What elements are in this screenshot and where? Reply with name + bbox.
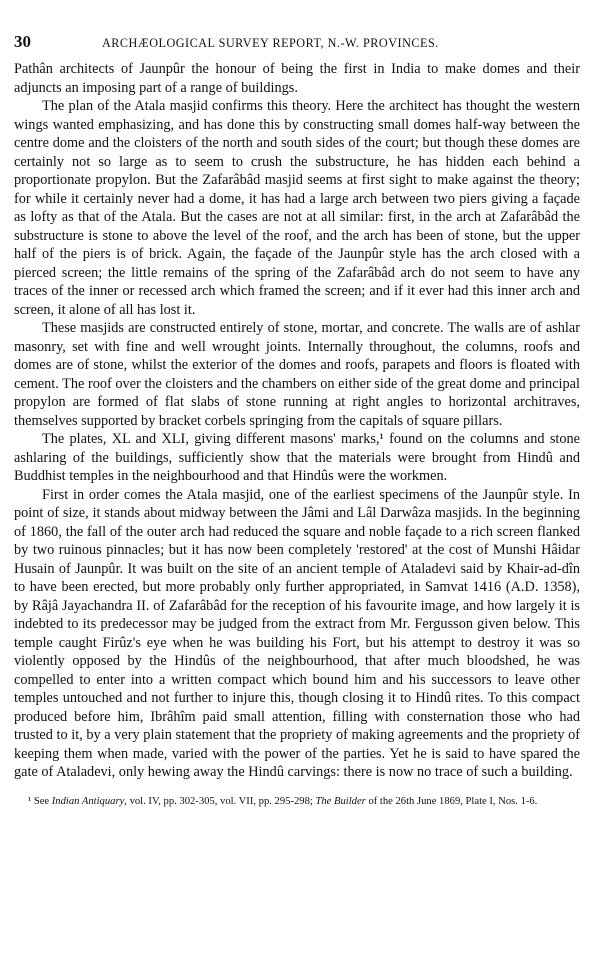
page-number: 30 bbox=[14, 32, 31, 51]
footnote-source-the-builder: The Builder bbox=[315, 795, 366, 807]
body-text bbox=[14, 60, 580, 782]
running-head bbox=[14, 26, 580, 51]
paragraph-2: The plan of the Atala masjid confirms this theory. Here the architect has thought the western wings wanted emphasizing, and has done this by constructing small domes half-way between the centre dome and the cloisters of the north and south sides of the court; but though these domes are certainly not so large as to seem to crush the substructure, he has hidden each behind a proportionate propylon. But the Zafarâbâd masjid seems at first sight to make against the theory; for while it certainly never had a dome, it has had a large arch between two piers giving a façade as lofty as that of the Atala. But the cases are not at all similar: first, in the arch at Zafarâbâd the substructure is stone to above the level of the roof, and the arch has been of stone, but the upper half of the piers is of brick. Again, the façade of the Jaunpûr style has the arch closed with a pierced screen; the little remains of the spring of the Zafarâbâd arch do not seem to have any traces of the inner or recessed arch which framed the screen; and if it ever had this inner arch and screen, it alone of all has lost it. bbox=[14, 98, 580, 318]
running-title: ARCHÆOLOGICAL SURVEY REPORT, N.-W. PROVINCES. bbox=[102, 36, 439, 50]
paragraph-5: First in order comes the Atala masjid, one of the earliest specimens of the Jaunpûr style. In point of size, it stands about midway between the Jâmi and Lâl Darwâza masjids. In the beginning of 1860, the fall of the outer arch had reduced the square and noble façade to a rich screen flanked by two ruinous pinnacles; but it has now been completely 'restored' at the cost of Munshi Hâidar Husain of Jaunpûr. It was built on the site of an ancient temple of Ataladevi said by Khair-ad-dîn to have been erected, but more probably only further appropriated, in Samvat 1416 (A.D. 1358), by Râjâ Jayachandra II. of Zafarâbâd for the reception of his favourite image, and how largely it is indebted to its predecessor may be judged from the extract from Mr. Fergusson given below. This temple caught Firûz's eye when he was building his Fort, but his attempt to destroy it was so violently opposed by the Hindûs of the neighbourhood, that after much bloodshed, he was compelled to enter into a written compact which bound him and his successors to leave other temples untouched and not further to injure this, though closing it to Hindû rites. To this compact produced before him, Ibrâhîm paid small attention, filling with consternation those who had trusted to it, by a very plain statement that the propriety of making agreements and the propriety of keeping them when made, varied with the power of the parties. Yet he is said to have spared the gate of Ataladevi, only hewing away the Hindû carvings: there is now no trace of such a building. bbox=[14, 486, 580, 780]
footnote-reference-1: , vol. IV, pp. 302-305, vol. VII, pp. 295-298; bbox=[124, 795, 316, 807]
footnote-prefix: See bbox=[31, 795, 52, 807]
footnote bbox=[14, 794, 580, 809]
footnote-reference-2: of the 26th June 1869, Plate I, Nos. 1-6. bbox=[365, 795, 538, 807]
paragraph-1: Pathân architects of Jaunpûr the honour of being the first in India to make domes and their adjuncts an imposing part of a range of buildings. bbox=[14, 61, 580, 96]
paragraph-3: These masjids are constructed entirely of stone, mortar, and concrete. The walls are of ashlar masonry, set with fine and well wrought joints. Internally throughout, the columns, roofs and domes are of stone, whilst the exterior of the domes and roofs, parapets and floors is floated with cement. The roof over the cloisters and the chambers on either side of the great dome and principal propylon are formed of flat slabs of stone running at right angles to horizontal architraves, themselves supported by bracket corbels springing from the capitals of square pillars. bbox=[14, 320, 580, 429]
footnote-marker: ¹ bbox=[28, 795, 32, 807]
footnote-source-indian-antiquary: Indian Antiquary bbox=[51, 795, 125, 807]
paragraph-4: The plates, XL and XLI, giving different masons' marks,¹ found on the columns and stone ashlaring of the buildings, sufficiently show that the materials were brought from Hindû and Buddhist temples in the neighbourhood and that Hindûs were the workmen. bbox=[14, 431, 580, 484]
